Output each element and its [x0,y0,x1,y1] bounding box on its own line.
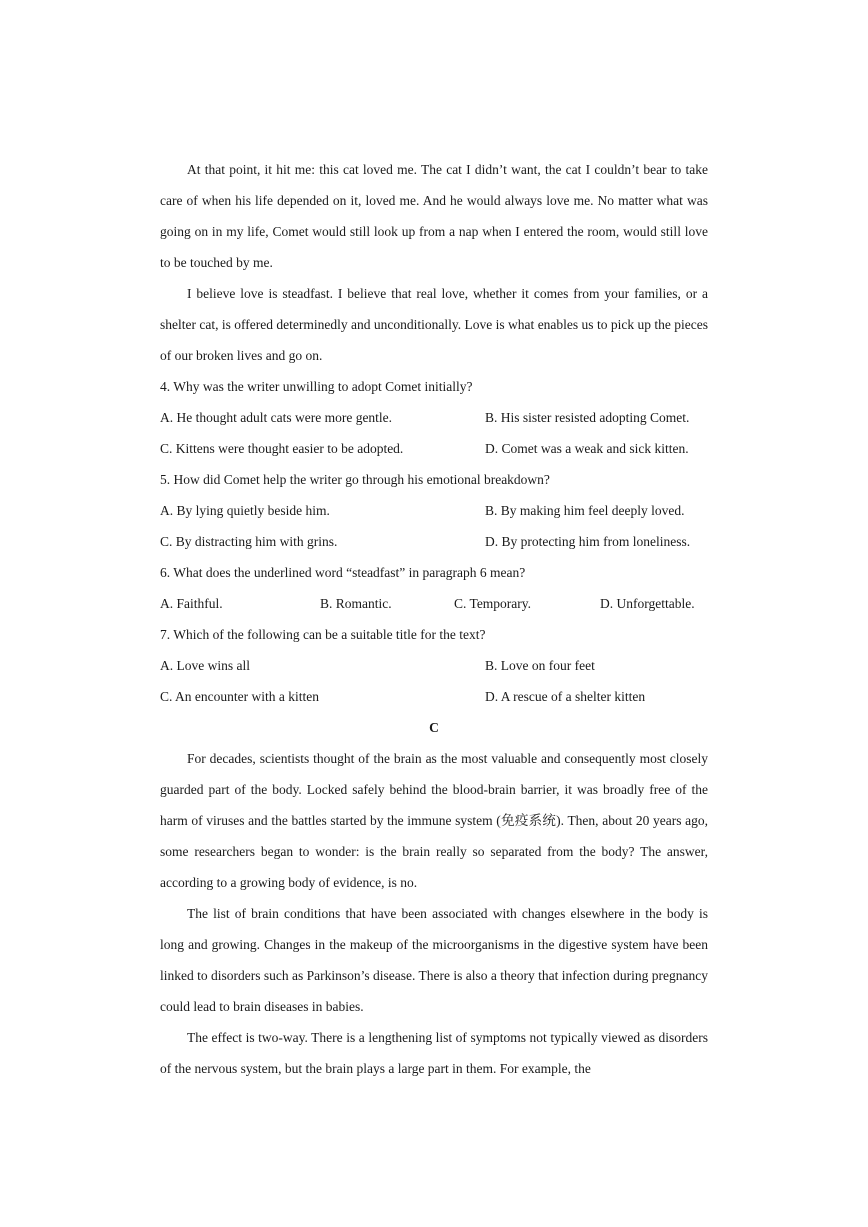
answer-option: A. Faithful. [160,596,223,611]
answer-option: B. Love on four feet [485,658,595,673]
passage-paragraph: The effect is two-way. There is a lengthening list of symptoms not typically viewed as disorders of the nervous system, but the brain plays a large part in them. For example, the [160,1030,708,1076]
exam-page [160,154,708,1084]
passage-paragraph: For decades, scientists thought of the brain as the most valuable and consequently most closely guarded part of the body. Locked safely behind the blood-brain barrier, it was broadly free of the harm of viruses and the battles started by the immune system (免疫系统). Then, about 20 years ago, some researchers began to wonder: is the brain really so separated from the body? The answer, according to a growing body of evidence, is no. [160,751,708,890]
answer-options-row [160,681,708,712]
answer-option: D. A rescue of a shelter kitten [485,689,646,704]
answer-option: C. Temporary. [454,596,532,611]
answer-options-row [160,526,708,557]
answer-option: C. An encounter with a kitten [160,689,319,704]
answer-option: B. By making him feel deeply loved. [485,503,685,518]
question-stem: 7. Which of the following can be a suitable title for the text? [160,627,486,642]
answer-options-row [160,433,708,464]
answer-option: D. Comet was a weak and sick kitten. [485,441,689,456]
answer-option: B. His sister resisted adopting Comet. [485,410,690,425]
passage-paragraph: The list of brain conditions that have been associated with changes elsewhere in the body is long and growing. Changes in the makeup of the microorganisms in the digestive system have been linked to disorders such as Parkinson’s disease. There is also a theory that infection during pregnancy could lead to brain diseases in babies. [160,906,708,1014]
passage-paragraph: At that point, it hit me: this cat loved me. The cat I didn’t want, the cat I couldn’t bear to take care of when his life depended on it, loved me. And he would always love me. No matter what was going on in my life, Comet would still look up from a nap when I entered the room, would still love to be touched by me. [160,162,708,270]
answer-option: D. Unforgettable. [600,596,695,611]
answer-option: A. He thought adult cats were more gentle. [160,410,393,425]
answer-options-row [160,650,708,681]
answer-options-row [160,588,708,619]
answer-options-row [160,402,708,433]
passage-paragraph: I believe love is steadfast. I believe that real love, whether it comes from your families, or a shelter cat, is offered determinedly and unconditionally. Love is what enables us to pick up the pieces of our broken lives and go on. [160,286,708,363]
question-stem: 4. Why was the writer unwilling to adopt Comet initially? [160,379,473,394]
answer-option: A. Love wins all [160,658,250,673]
answer-option: C. Kittens were thought easier to be adopted. [160,441,404,456]
answer-option: D. By protecting him from loneliness. [485,534,691,549]
answer-option: B. Romantic. [320,596,392,611]
answer-option: C. By distracting him with grins. [160,534,338,549]
answer-options-row [160,495,708,526]
question-stem: 6. What does the underlined word “steadfast” in paragraph 6 mean? [160,565,526,580]
question-stem: 5. How did Comet help the writer go through his emotional breakdown? [160,472,550,487]
answer-option: A. By lying quietly beside him. [160,503,330,518]
section-heading: C [429,720,439,735]
